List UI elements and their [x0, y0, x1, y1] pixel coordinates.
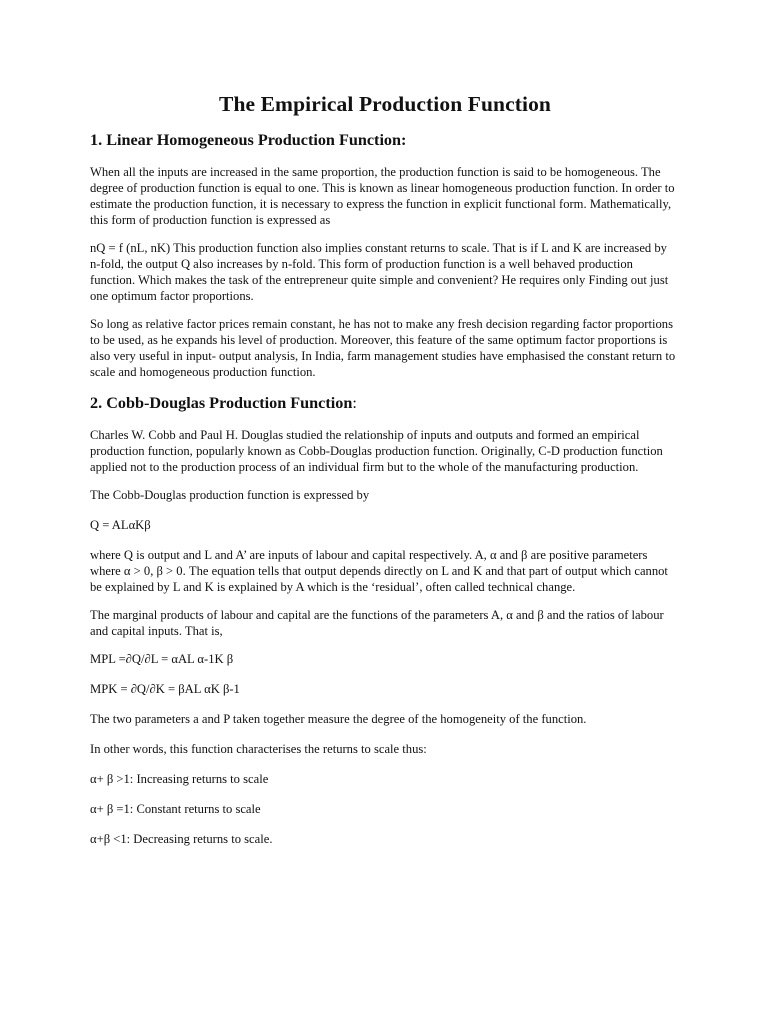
- paragraph: nQ = f (nL, nK) This production function also implies constant returns to scale. That is if L and K are increased by n-fold, the output Q also increases by n-fold. This form of production function is a well behaved production function. Which makes the task of the entrepreneur quite simple and convenient? He requires only Finding out just one optimum factor proportions.: [90, 241, 669, 303]
- equation: Q = ALαKβ: [90, 518, 151, 532]
- paragraph: where Q is output and L and A’ are inputs of labour and capital respectively. A, α and β are positive parameters where α > 0, β > 0. The equation tells that output depends directly on L and K and that part of output which cannot be explained by L and K is explained by A which is the ‘residual’, often called technical change.: [90, 548, 668, 594]
- section-heading-colon: :: [352, 394, 357, 412]
- paragraph: The two parameters a and P taken together measure the degree of the homogeneity of the function.: [90, 712, 587, 726]
- section-heading-cobb-douglas: [90, 394, 680, 413]
- section-heading-linear-homogeneous: [90, 131, 680, 150]
- paragraph: Charles W. Cobb and Paul H. Douglas studied the relationship of inputs and outputs and formed an empirical production function, popularly known as Cobb-Douglas production function. Originally, C-D production function applied not to the production process of an individual firm but to the whole of the manufacturing production.: [90, 428, 663, 474]
- equation: MPK = ∂Q/∂K = βAL αK β-1: [90, 682, 240, 696]
- returns-to-scale-item: α+ β >1: Increasing returns to scale: [90, 772, 269, 786]
- paragraph: In other words, this function characterises the returns to scale thus:: [90, 742, 427, 756]
- section-heading-text: 2. Cobb-Douglas Production Function: [90, 394, 353, 412]
- returns-to-scale-item: α+ β =1: Constant returns to scale: [90, 802, 261, 816]
- paragraph: The Cobb-Douglas production function is expressed by: [90, 488, 370, 502]
- equation: MPL =∂Q/∂L = αAL α-1K β: [90, 652, 234, 666]
- returns-to-scale-item: α+β <1: Decreasing returns to scale.: [90, 832, 273, 846]
- paragraph: When all the inputs are increased in the same proportion, the production function is said to be homogeneous. The degree of production function is equal to one. This is known as linear homogeneous production function. In order to estimate the production function, it is necessary to express the function in explicit functional form. Mathematically, this form of production function is expressed as: [90, 165, 675, 227]
- paragraph: The marginal products of labour and capital are the functions of the parameters A, α and β and the ratios of labour and capital inputs. That is,: [90, 608, 664, 638]
- document-title: The Empirical Production Function: [219, 92, 551, 116]
- document-page: [90, 92, 680, 861]
- section-heading-text: 1. Linear Homogeneous Production Function:: [90, 131, 407, 149]
- paragraph: So long as relative factor prices remain constant, he has not to make any fresh decision regarding factor proportions to be used, as he expands his level of production. Moreover, this feature of the same optimum factor proportions is also very useful in input- output analysis, In India, farm management studies have emphasised the constant return to scale and homogeneous production function.: [90, 317, 676, 379]
